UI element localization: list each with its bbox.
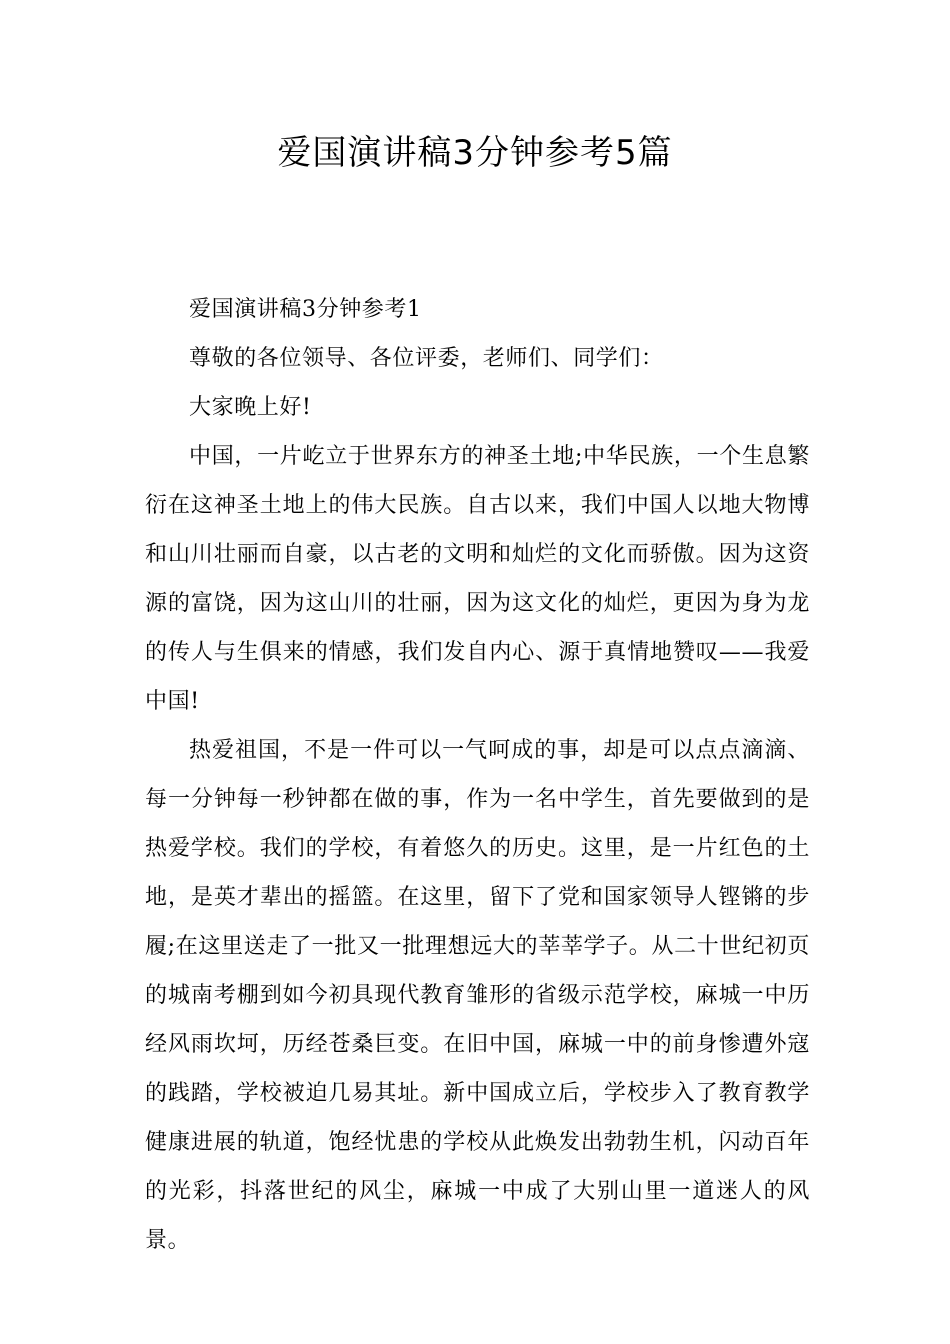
document-body [145,285,810,1265]
body-paragraph: 热爱祖国，不是一件可以一气呵成的事，却是可以点点滴滴、每一分钟每一秒钟都在做的事，作为一名中学生，首先要做到的是热爱学校。我们的学校，有着悠久的历史。这里，是一片红色的土地，是英才辈出的摇篮。在这里，留下了党和国家领导人铿锵的步履;在这里送走了一批又一批理想远大的莘莘学子。从二十世纪初页的城南考棚到如今初具现代教育雏形的省级示范学校，麻城一中历经风雨坎坷，历经苍桑巨变。在旧中国，麻城一中的前身惨遭外寇的践踏，学校被迫几易其址。新中国成立后，学校步入了教育教学健康进展的轨道，饱经忧患的学校从此焕发出勃勃生机，闪动百年的光彩，抖落世纪的风尘，麻城一中成了大别山里一道迷人的风景。 [145,738,810,1253]
document-title: 爱国演讲稿3分钟参考5篇 [277,133,673,173]
greeting-paragraph: 大家晚上好! [189,395,312,420]
section-heading: 爱国演讲稿3分钟参考1 [189,297,422,322]
salutation-paragraph: 尊敬的各位领导、各位评委，老师们、同学们： [189,346,664,371]
body-paragraph: 中国，一片屹立于世界东方的神圣土地;中华民族，一个生息繁衍在这神圣土地上的伟大民族。自古以来，我们中国人以地大物博和山川壮丽而自豪，以古老的文明和灿烂的文化而骄傲。因为这资源的富饶，因为这山川的壮丽，因为这文化的灿烂，更因为身为龙的传人与生俱来的情感，我们发自内心、源于真情地赞叹——我爱中国! [145,444,810,714]
